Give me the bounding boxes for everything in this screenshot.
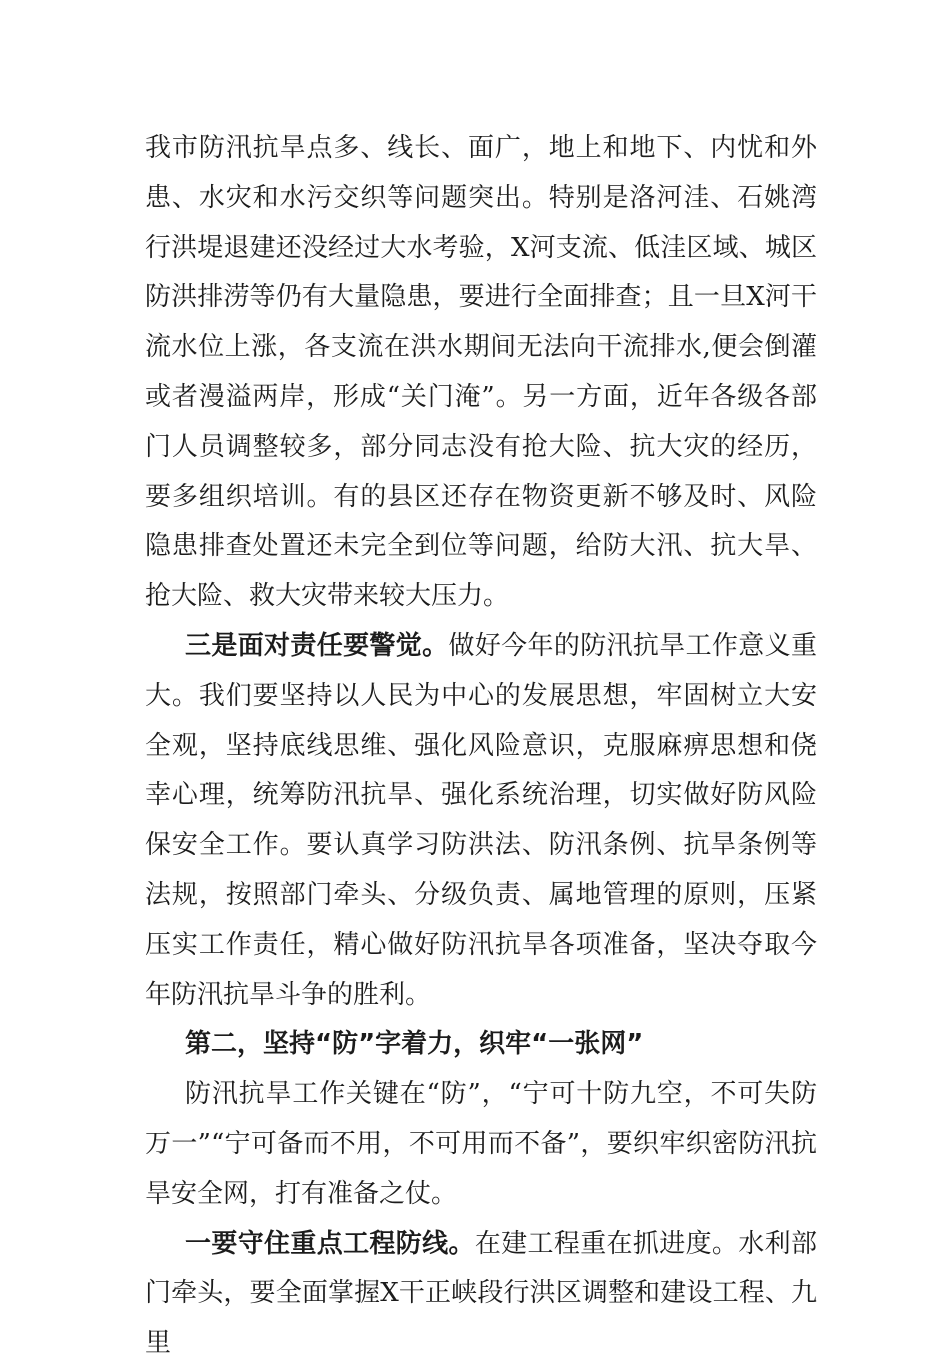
- paragraph-text: 在建工程重在抓进度。水利部门牵头，要全面掌握X干正峡段行洪区调整和建设工程、九里: [145, 1228, 817, 1359]
- document-page: [145, 124, 817, 1369]
- paragraph-responsibility: [145, 622, 817, 1020]
- section-heading: 第二，坚持“防”字着力，织牢“一张网”: [185, 1029, 644, 1060]
- paragraph-lead: 一要守住重点工程防线。: [185, 1228, 475, 1259]
- paragraph-text: 做好今年的防汛抗旱工作意义重大。我们要坚持以人民为中心的发展思想，牢固树立大安全观，坚持底线思维、强化风险意识，克服麻痹思想和侥幸心理，统筹防汛抗旱、强化系统治理，切实做好防风险保安全工作。要认真学习防洪法、防汛条例、抗旱条例等法规，按照部门牵头、分级负责、属地管理的原则，压紧压实工作责任，精心做好防汛抗旱各项准备，坚决夺取今年防汛抗旱斗争的胜利。: [145, 630, 817, 1010]
- paragraph-lead: 三是面对责任要警觉。: [185, 630, 449, 661]
- paragraph-key-projects: [145, 1220, 817, 1369]
- paragraph-prevention: [145, 1070, 817, 1219]
- paragraph-flood-risks: [145, 124, 817, 622]
- paragraph-text: 我市防汛抗旱点多、线长、面广，地上和地下、内忧和外患、水灾和水污交织等问题突出。特别是洛河洼、石姚湾行洪堤退建还没经过大水考验，X河支流、低洼区域、城区防洪排涝等仍有大量隐患，要进行全面排查；且一旦X河干流水位上涨，各支流在洪水期间无法向干流排水,便会倒灌或者漫溢两岸，形成“关门淹”。另一方面，近年各级各部门人员调整较多，部分同志没有抢大险、抗大灾的经历，要多组织培训。有的县区还存在物资更新不够及时、风险隐患排查处置还未完全到位等问题，给防大汛、抗大旱、抢大险、救大灾带来较大压力。: [145, 133, 817, 612]
- paragraph-text: 防汛抗旱工作关键在“防”，“宁可十防九空，不可失防万一”“宁可备而不用，不可用而不备”，要织牢织密防汛抗旱安全网，打有准备之仗。: [145, 1079, 817, 1209]
